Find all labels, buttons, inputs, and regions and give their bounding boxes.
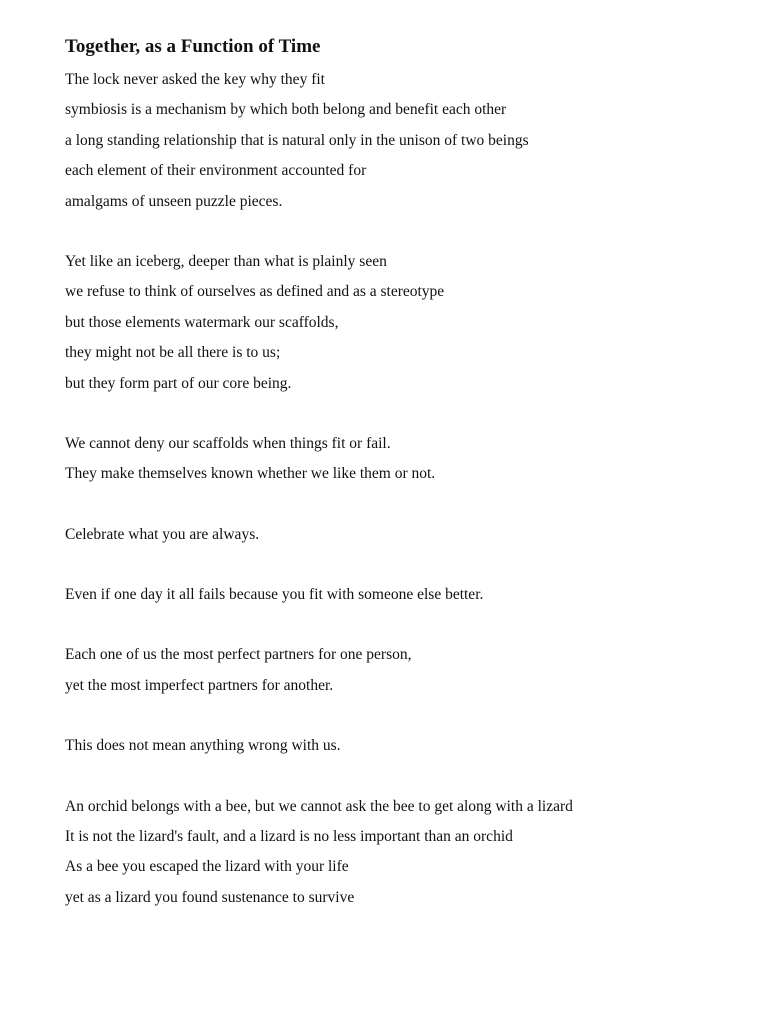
poem-line: symbiosis is a mechanism by which both belong and benefit each other	[65, 101, 507, 119]
poem-line: Celebrate what you are always.	[65, 525, 260, 543]
poem-line: Yet like an iceberg, deeper than what is plainly seen	[65, 252, 387, 270]
stanza	[65, 792, 755, 914]
poem-line: each element of their environment accounted for	[65, 162, 367, 180]
poem-line: but they form part of our core being.	[65, 374, 292, 392]
poem-line: yet the most imperfect partners for another.	[65, 676, 334, 694]
poem-line: This does not mean anything wrong with us.	[65, 737, 341, 755]
poem-line: we refuse to think of ourselves as defined and as a stereotype	[65, 283, 445, 301]
stanza	[65, 429, 755, 490]
poem-line: a long standing relationship that is natural only in the unison of two beings	[65, 131, 529, 149]
poem-line: amalgams of unseen puzzle pieces.	[65, 192, 283, 210]
stanza	[65, 731, 755, 761]
poem-line: The lock never asked the key why they fit	[65, 71, 325, 88]
poem-line: They make themselves known whether we like them or not.	[65, 465, 436, 483]
poem-line: Each one of us the most perfect partners for one person,	[65, 646, 412, 664]
poem-line: An orchid belongs with a bee, but we cannot ask the bee to get along with a lizard	[65, 797, 573, 815]
stanza	[65, 65, 755, 217]
poem	[65, 33, 755, 943]
poem-line: yet as a lizard you found sustenance to survive	[65, 888, 355, 906]
poem-line: they might not be all there is to us;	[65, 344, 281, 362]
poem-line: We cannot deny our scaffolds when things fit or fail.	[65, 434, 391, 452]
poem-line: It is not the lizard's fault, and a lizard is no less important than an orchid	[65, 828, 513, 846]
poem-line: Even if one day it all fails because you fit with someone else better.	[65, 586, 484, 604]
poem-line: As a bee you escaped the lizard with your life	[65, 858, 349, 876]
stanza	[65, 580, 755, 610]
poem-title: Together, as a Function of Time	[65, 36, 321, 57]
stanza	[65, 247, 755, 399]
stanza	[65, 520, 755, 550]
stanza	[65, 640, 755, 701]
poem-line: but those elements watermark our scaffolds,	[65, 313, 339, 331]
